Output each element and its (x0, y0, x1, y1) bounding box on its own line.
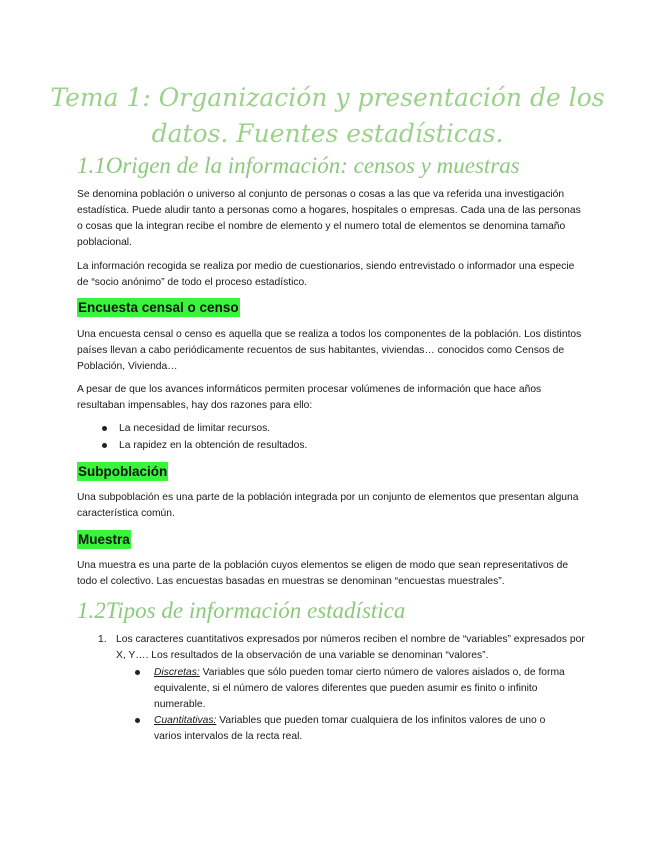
section-heading-1-2: 1.2Tipos de información estadística (77, 598, 406, 623)
term-discretas: Discretas: (154, 667, 200, 678)
bullet-item (119, 438, 307, 454)
paragraph-informacion: La información recogida se realiza por medio de cuestionarios, siendo entrevistado o informador una especie de “socio anónimo” de todo el proceso estadístico. (77, 261, 575, 288)
bullet-icon (102, 443, 107, 448)
section-heading-1-1: 1.1Origen de la información: censos y muestras (77, 153, 520, 178)
sub-bullet-item (154, 713, 574, 745)
bullet-item (119, 421, 270, 437)
paragraph-poblacion: Se denomina población o universo al conjunto de personas o cosas a las que va referida una investigación estadística. Puede aludir tanto a personas como a hogares, hospitales o empresas. Cada una de las personas o cosas que la integran recibe el nombre de elemento y el numero total de elementos se denomina tamaño poblacional. (77, 189, 581, 248)
paragraph-muestra: Una muestra es una parte de la población cuyos elementos se eligen de modo que sean representativos de todo el colectivo. Las encuestas basadas en muestras se denominan “encuestas muestrales”. (77, 560, 569, 587)
definition-discretas: Variables que sólo pueden tomar cierto número de valores aislados o, de forma equivalente, si el número de valores diferentes que pueden asumir es finito o infinito numerable. (154, 667, 565, 710)
document-title: Tema 1: Organización y presentación de los datos. Fuentes estadísticas. (50, 83, 605, 148)
bullet-icon (102, 426, 107, 431)
bullet-text: La necesidad de limitar recursos. (119, 423, 271, 434)
list-number: 1. (98, 634, 107, 645)
bullet-icon (135, 718, 140, 723)
definition-cuantitativas: Variables que pueden tomar cualquiera de los infinitos valores de uno o varios intervalos de la recta real. (154, 715, 546, 742)
subheading-subpoblacion: Subpoblación (78, 464, 168, 479)
numbered-item-text: Los caracteres cuantitativos expresados por números reciben el nombre de “variables” expresados por X, Y…. Los resultados de la observación de una variable se denominan “valores”. (116, 634, 585, 661)
sub-bullet-item (154, 665, 574, 713)
term-cuantitativas: Cuantitativas: (154, 715, 217, 726)
subheading-muestra: Muestra (78, 532, 130, 547)
paragraph-censo: Una encuesta censal o censo es aquella que se realiza a todos los componentes de la población. Los distintos países llevan a cabo periódicamente recuentos de sus habitantes, viviendas… conocidos como Censos de Población, Vivienda… (77, 329, 582, 372)
bullet-icon (135, 670, 140, 675)
paragraph-subpoblacion: Una subpoblación es una parte de la población integrada por un conjunto de elementos que presentan alguna característica común. (77, 492, 579, 519)
subheading-censo: Encuesta censal o censo (78, 300, 239, 315)
bullet-text: La rapidez en la obtención de resultados. (119, 440, 308, 451)
paragraph-avances: A pesar de que los avances informáticos permiten procesar volúmenes de información que hace años resultaban impensables, hay dos razones para ello: (77, 384, 542, 411)
